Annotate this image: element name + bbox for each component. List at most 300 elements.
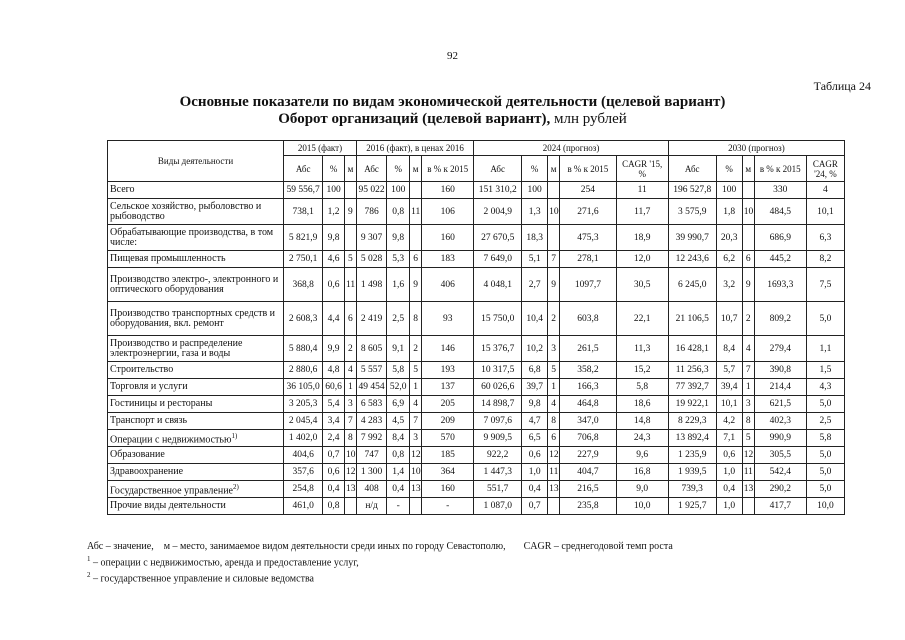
cell-p15: 2,4 [323, 430, 345, 447]
cell-c30: 7,5 [806, 268, 844, 302]
row-activity-name [108, 225, 284, 251]
row-activity-name [108, 268, 284, 302]
cell-a24: 15 376,7 [474, 336, 522, 362]
table-row [108, 225, 845, 251]
cell-m30: 12 [742, 447, 754, 464]
cell-r30: 1693,3 [754, 268, 806, 302]
cell-a16: 786 [356, 199, 386, 225]
table-body [108, 182, 845, 515]
header-cagr-24: CAGR '24, % [806, 156, 844, 182]
cell-m15: 12 [344, 464, 356, 481]
cell-m16: 1 [410, 379, 422, 396]
cell-m16: 2 [410, 336, 422, 362]
cell-c30: 5,0 [806, 302, 844, 336]
cell-m16: 8 [410, 302, 422, 336]
cell-r30: 390,8 [754, 362, 806, 379]
cell-p30: 0,4 [716, 481, 742, 498]
cell-a16: 5 557 [356, 362, 386, 379]
cell-r30: 402,3 [754, 413, 806, 430]
cell-p15: 0,6 [323, 268, 345, 302]
cell-m16: 3 [410, 430, 422, 447]
cell-a30: 11 256,3 [668, 362, 716, 379]
row-activity-name [108, 336, 284, 362]
cell-p30: 10,7 [716, 302, 742, 336]
cell-p15: 1,2 [323, 199, 345, 225]
header-pct: % [522, 156, 548, 182]
header-abs: Абс [668, 156, 716, 182]
cell-c30: 8,2 [806, 251, 844, 268]
cell-p30: 5,7 [716, 362, 742, 379]
row-activity-name [108, 413, 284, 430]
cell-r16: 106 [422, 199, 474, 225]
cell-a30: 13 892,4 [668, 430, 716, 447]
cell-r16: 406 [422, 268, 474, 302]
cell-m30 [742, 225, 754, 251]
activity-name-text: Производство электро-, электронного и оптического оборудования [110, 273, 279, 295]
footnote-1-mark: 1 [87, 555, 91, 563]
cell-m15: 3 [344, 396, 356, 413]
row-activity-name [108, 396, 284, 413]
table-row [108, 464, 845, 481]
cell-m24: 4 [548, 396, 560, 413]
row-activity-name [108, 362, 284, 379]
cell-a15: 368,8 [284, 268, 323, 302]
cell-p16: 1,6 [387, 268, 410, 302]
cell-m16: 6 [410, 251, 422, 268]
activity-name-text: Сельское хозяйство, рыболовство и рыбоводство [110, 200, 262, 222]
cell-m30: 5 [742, 430, 754, 447]
header-activity: Виды деятельности [108, 141, 284, 182]
cell-c30: 4,3 [806, 379, 844, 396]
cell-a24: 2 004,9 [474, 199, 522, 225]
activity-name-text: Строительство [110, 364, 174, 375]
cell-p24: 4,7 [522, 413, 548, 430]
cell-r30: 484,5 [754, 199, 806, 225]
cell-c30: 2,5 [806, 413, 844, 430]
table-row [108, 447, 845, 464]
cell-c24: 14,8 [616, 413, 668, 430]
table-row [108, 362, 845, 379]
footnote-ref: 2) [232, 482, 239, 491]
cell-m24: 1 [548, 379, 560, 396]
table-row [108, 413, 845, 430]
cell-r16: 205 [422, 396, 474, 413]
cell-p16: - [387, 498, 410, 515]
cell-a15: 3 205,3 [284, 396, 323, 413]
header-abs: Абс [284, 156, 323, 182]
cell-c24: 18,6 [616, 396, 668, 413]
cell-r16: 160 [422, 182, 474, 199]
cell-c24: 11 [616, 182, 668, 199]
activity-name-text: Образование [110, 449, 165, 460]
cell-m15: 5 [344, 251, 356, 268]
table-row [108, 251, 845, 268]
cell-p24: 39,7 [522, 379, 548, 396]
cell-a30: 1 939,5 [668, 464, 716, 481]
activity-name-text: Пищевая промышленность [110, 253, 226, 264]
cell-m24: 11 [548, 464, 560, 481]
cell-c30: 1,5 [806, 362, 844, 379]
row-activity-name [108, 379, 284, 396]
footnote-2 [87, 569, 673, 585]
legend-m: м – место, занимаемое видом деятельности среди иных по городу Севастополю, [163, 541, 506, 552]
header-m: м [344, 156, 356, 182]
cell-p24: 0,6 [522, 447, 548, 464]
cell-a30: 6 245,0 [668, 268, 716, 302]
cell-r16: 137 [422, 379, 474, 396]
cell-p16: 9,1 [387, 336, 410, 362]
cell-m15: 7 [344, 413, 356, 430]
footnote-ref: 1) [231, 431, 238, 440]
cell-a30: 39 990,7 [668, 225, 716, 251]
header-m: м [548, 156, 560, 182]
cell-c24: 15,2 [616, 362, 668, 379]
cell-a16: 408 [356, 481, 386, 498]
title-line-1: Основные показатели по видам экономической деятельности (целевой вариант) [179, 94, 726, 110]
cell-r24: 216,5 [560, 481, 617, 498]
cell-a30: 3 575,9 [668, 199, 716, 225]
cell-a24: 14 898,7 [474, 396, 522, 413]
cell-r24: 464,8 [560, 396, 617, 413]
cell-m16 [410, 182, 422, 199]
cell-a15: 2 880,6 [284, 362, 323, 379]
cell-p15: 3,4 [323, 413, 345, 430]
cell-a24: 1 087,0 [474, 498, 522, 515]
header-pct-2015: в % к 2015 [754, 156, 806, 182]
cell-c24: 24,3 [616, 430, 668, 447]
cell-p24: 100 [522, 182, 548, 199]
cell-m30: 6 [742, 251, 754, 268]
cell-c24: 10,0 [616, 498, 668, 515]
cell-c30: 10,1 [806, 199, 844, 225]
activity-name-text: Обрабатывающие производства, в том числе: [110, 226, 274, 248]
cell-a15: 738,1 [284, 199, 323, 225]
header-abs: Абс [474, 156, 522, 182]
page-number: 92 [447, 50, 458, 62]
cell-r24: 1097,7 [560, 268, 617, 302]
cell-r30: 621,5 [754, 396, 806, 413]
cell-a30: 1 235,9 [668, 447, 716, 464]
cell-a30: 8 229,3 [668, 413, 716, 430]
title-line-2 [0, 111, 905, 128]
cell-r30: 417,7 [754, 498, 806, 515]
legend-abs: Абс – значение, [87, 541, 154, 552]
cell-m15: 4 [344, 362, 356, 379]
cell-m30: 11 [742, 464, 754, 481]
cell-r30: 330 [754, 182, 806, 199]
cell-m15: 6 [344, 302, 356, 336]
activity-name-text: Операции с недвижимостью [110, 434, 232, 446]
cell-a15: 5 821,9 [284, 225, 323, 251]
cell-p16: 0,4 [387, 481, 410, 498]
cell-m16: 5 [410, 362, 422, 379]
activity-name-text: Здравоохранение [110, 466, 184, 477]
table-title [0, 94, 905, 128]
cell-a15: 461,0 [284, 498, 323, 515]
cell-r16: 185 [422, 447, 474, 464]
cell-a15: 59 556,7 [284, 182, 323, 199]
cell-m15: 11 [344, 268, 356, 302]
cell-p24: 0,4 [522, 481, 548, 498]
cell-p15: 0,7 [323, 447, 345, 464]
cell-c24: 18,9 [616, 225, 668, 251]
row-activity-name [108, 199, 284, 225]
cell-p30: 1,0 [716, 498, 742, 515]
cell-m24: 6 [548, 430, 560, 447]
cell-c30: 1,1 [806, 336, 844, 362]
cell-a15: 2 045,4 [284, 413, 323, 430]
cell-p15: 4,6 [323, 251, 345, 268]
header-pct: % [323, 156, 345, 182]
cell-a16: 5 028 [356, 251, 386, 268]
title-line-2-bold: Оборот организаций (целевой вариант), [278, 111, 551, 127]
header-m: м [742, 156, 754, 182]
cell-a30: 12 243,6 [668, 251, 716, 268]
cell-p24: 6,8 [522, 362, 548, 379]
cell-m24 [548, 498, 560, 515]
cell-c24: 12,0 [616, 251, 668, 268]
cell-m24: 10 [548, 199, 560, 225]
activity-name-text: Государственное управление [110, 485, 233, 497]
table-row [108, 302, 845, 336]
cell-m24 [548, 225, 560, 251]
cell-p24: 5,1 [522, 251, 548, 268]
cell-p24: 0,7 [522, 498, 548, 515]
cell-m16: 13 [410, 481, 422, 498]
cell-p16: 0,8 [387, 199, 410, 225]
cell-r24: 706,8 [560, 430, 617, 447]
cell-r16: - [422, 498, 474, 515]
cell-c30: 6,3 [806, 225, 844, 251]
cell-r24: 254 [560, 182, 617, 199]
cell-a24: 9 909,5 [474, 430, 522, 447]
cell-m16: 4 [410, 396, 422, 413]
cell-m16: 7 [410, 413, 422, 430]
table-row [108, 481, 845, 498]
legend [87, 541, 673, 586]
header-pct-2015: в % к 2015 [422, 156, 474, 182]
cell-p16: 0,8 [387, 447, 410, 464]
header-2024: 2024 (прогноз) [474, 141, 669, 156]
activity-name-text: Всего [110, 184, 135, 195]
cell-p30: 4,2 [716, 413, 742, 430]
cell-r16: 364 [422, 464, 474, 481]
activity-name-text: Гостиницы и рестораны [110, 398, 213, 409]
cell-a30: 196 527,8 [668, 182, 716, 199]
cell-p30: 3,2 [716, 268, 742, 302]
cell-a16: 2 419 [356, 302, 386, 336]
cell-a16: 4 283 [356, 413, 386, 430]
cell-c24: 30,5 [616, 268, 668, 302]
cell-a24: 1 447,3 [474, 464, 522, 481]
cell-p24: 18,3 [522, 225, 548, 251]
table-label: Таблица 24 [813, 79, 871, 93]
cell-a24: 7 097,6 [474, 413, 522, 430]
cell-a24: 7 649,0 [474, 251, 522, 268]
cell-c24: 16,8 [616, 464, 668, 481]
header-2030: 2030 (прогноз) [668, 141, 844, 156]
cell-r16: 570 [422, 430, 474, 447]
cell-a15: 36 105,0 [284, 379, 323, 396]
cell-c30: 5,8 [806, 430, 844, 447]
cell-p24: 2,7 [522, 268, 548, 302]
row-activity-name [108, 498, 284, 515]
table-row [108, 182, 845, 199]
cell-p30: 39,4 [716, 379, 742, 396]
cell-c30: 5,0 [806, 464, 844, 481]
cell-m30: 7 [742, 362, 754, 379]
footnote-1 [87, 553, 673, 569]
cell-p15: 9,9 [323, 336, 345, 362]
header-cagr-15: CAGR '15, % [616, 156, 668, 182]
activity-name-text: Торговля и услуги [110, 381, 188, 392]
activity-name-text: Производство и распределение электроэнергии, газа и воды [110, 337, 243, 359]
legend-cagr: CAGR – среднегодовой темп роста [523, 541, 673, 552]
cell-a16: 8 605 [356, 336, 386, 362]
cell-a30: 16 428,1 [668, 336, 716, 362]
cell-p15: 4,8 [323, 362, 345, 379]
table-row [108, 430, 845, 447]
cell-a16: 7 992 [356, 430, 386, 447]
cell-m24: 9 [548, 268, 560, 302]
cell-m24: 2 [548, 302, 560, 336]
row-activity-name [108, 447, 284, 464]
table-row [108, 268, 845, 302]
row-activity-name [108, 302, 284, 336]
cell-p30: 10,1 [716, 396, 742, 413]
cell-a15: 1 402,0 [284, 430, 323, 447]
cell-a16: 1 300 [356, 464, 386, 481]
header-2016: 2016 (факт), в ценах 2016 [356, 141, 473, 156]
cell-a15: 404,6 [284, 447, 323, 464]
cell-c24: 9,0 [616, 481, 668, 498]
table-row [108, 336, 845, 362]
cell-m24: 13 [548, 481, 560, 498]
cell-a16: 747 [356, 447, 386, 464]
cell-r24: 227,9 [560, 447, 617, 464]
cell-m30: 1 [742, 379, 754, 396]
cell-a24: 4 048,1 [474, 268, 522, 302]
cell-p24: 1,0 [522, 464, 548, 481]
table-row [108, 498, 845, 515]
cell-p16: 8,4 [387, 430, 410, 447]
cell-p16: 52,0 [387, 379, 410, 396]
cell-c24: 11,3 [616, 336, 668, 362]
cell-p24: 6,5 [522, 430, 548, 447]
cell-p15: 9,8 [323, 225, 345, 251]
cell-p16: 5,8 [387, 362, 410, 379]
title-unit: млн рублей [550, 111, 627, 127]
cell-a24: 551,7 [474, 481, 522, 498]
cell-r24: 404,7 [560, 464, 617, 481]
cell-m30: 9 [742, 268, 754, 302]
cell-c24: 9,6 [616, 447, 668, 464]
row-activity-name [108, 464, 284, 481]
cell-r16: 93 [422, 302, 474, 336]
activity-name-text: Прочие виды деятельности [110, 500, 226, 511]
table-row [108, 199, 845, 225]
cell-a15: 5 880,4 [284, 336, 323, 362]
cell-p16: 5,3 [387, 251, 410, 268]
cell-p15: 0,6 [323, 464, 345, 481]
cell-r30: 279,4 [754, 336, 806, 362]
cell-r16: 160 [422, 225, 474, 251]
cell-m30: 4 [742, 336, 754, 362]
cell-m15: 10 [344, 447, 356, 464]
cell-a16: н/д [356, 498, 386, 515]
cell-a24: 27 670,5 [474, 225, 522, 251]
header-m: м [410, 156, 422, 182]
cell-m30 [742, 182, 754, 199]
cell-p30: 7,1 [716, 430, 742, 447]
cell-m16: 11 [410, 199, 422, 225]
cell-p16: 2,5 [387, 302, 410, 336]
cell-p30: 100 [716, 182, 742, 199]
cell-a16: 49 454 [356, 379, 386, 396]
cell-a16: 6 583 [356, 396, 386, 413]
cell-p16: 100 [387, 182, 410, 199]
cell-p24: 1,3 [522, 199, 548, 225]
header-pct: % [716, 156, 742, 182]
cell-m15: 2 [344, 336, 356, 362]
cell-m30: 13 [742, 481, 754, 498]
cell-m24: 8 [548, 413, 560, 430]
cell-r16: 183 [422, 251, 474, 268]
cell-p16: 4,5 [387, 413, 410, 430]
cell-r24: 235,8 [560, 498, 617, 515]
cell-m24 [548, 182, 560, 199]
cell-a24: 151 310,2 [474, 182, 522, 199]
cell-p15: 0,4 [323, 481, 345, 498]
header-abs: Абс [356, 156, 386, 182]
cell-m30: 10 [742, 199, 754, 225]
cell-r24: 475,3 [560, 225, 617, 251]
cell-c30: 5,0 [806, 481, 844, 498]
cell-p24: 10,4 [522, 302, 548, 336]
header-pct-2015: в % к 2015 [560, 156, 617, 182]
cell-a16: 95 022 [356, 182, 386, 199]
cell-c24: 22,1 [616, 302, 668, 336]
cell-m15: 8 [344, 430, 356, 447]
cell-m16: 9 [410, 268, 422, 302]
cell-p15: 0,8 [323, 498, 345, 515]
cell-a30: 19 922,1 [668, 396, 716, 413]
activity-name-text: Производство транспортных средств и оборудования, вкл. ремонт [110, 307, 276, 329]
cell-m24: 7 [548, 251, 560, 268]
cell-r30: 809,2 [754, 302, 806, 336]
cell-p30: 1,8 [716, 199, 742, 225]
cell-r24: 347,0 [560, 413, 617, 430]
cell-m15 [344, 498, 356, 515]
cell-r30: 990,9 [754, 430, 806, 447]
footnote-2-mark: 2 [87, 571, 91, 580]
cell-a15: 2 750,1 [284, 251, 323, 268]
cell-r24: 271,6 [560, 199, 617, 225]
cell-r24: 166,3 [560, 379, 617, 396]
cell-m16 [410, 498, 422, 515]
cell-m24: 5 [548, 362, 560, 379]
row-activity-name [108, 182, 284, 199]
cell-a24: 15 750,0 [474, 302, 522, 336]
cell-c24: 5,8 [616, 379, 668, 396]
cell-m15 [344, 225, 356, 251]
cell-c30: 5,0 [806, 396, 844, 413]
cell-p30: 20,3 [716, 225, 742, 251]
cell-p16: 6,9 [387, 396, 410, 413]
cell-r24: 278,1 [560, 251, 617, 268]
cell-p15: 60,6 [323, 379, 345, 396]
turnover-table [107, 140, 845, 515]
